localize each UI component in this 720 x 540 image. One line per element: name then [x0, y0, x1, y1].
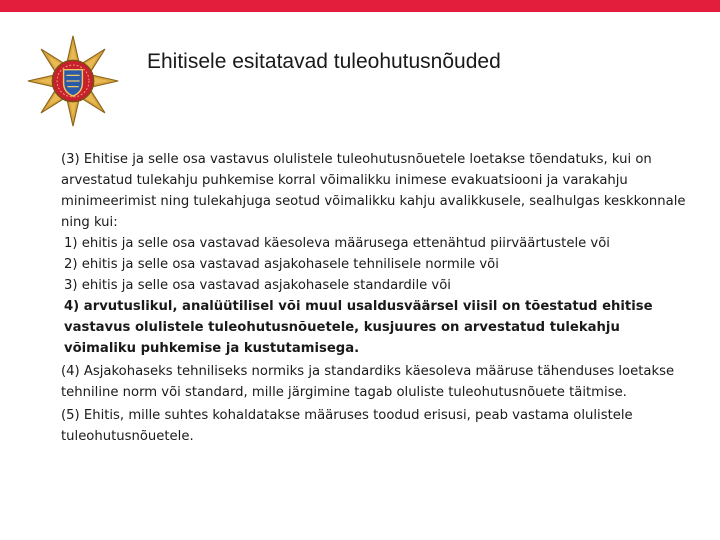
list-item: 2) ehitis ja selle osa vastavad asjakohasele tehnilisele normile või	[64, 257, 499, 272]
list-item-4-bold-text: 4) arvutuslikul, analüütilisel või muul usaldusväärsel viisil on tõestatud ehitise vastavus olulistele tuleohutusnõuetele, kusjuures on arvestatud tulekahju võimaliku puhkemise ja kustutamisega.	[64, 299, 653, 356]
list-item: 3) ehitis ja selle osa vastavad asjakohasele standardile või	[64, 278, 451, 293]
list-item-bold	[61, 296, 696, 359]
top-accent-stripe	[0, 0, 720, 12]
list-item: 1) ehitis ja selle osa vastavad käesoleva määrusega ettenähtud piirväärtustele või	[64, 236, 610, 251]
slide-title: Ehitisele esitatavad tuleohutusnõuded	[147, 50, 501, 73]
paragraph-3: (3) Ehitise ja selle osa vastavus olulistele tuleohutusnõuetele loetakse tõendatuks, kui on arvestatud tulekahju puhkemise korral võimalikku inimese evakuatsiooni ja varakahju minimeerimist ning tulekahjuga seotud võimalikku kahju avalikkusele, sealhulgas keskkonnale ning kui:	[61, 152, 686, 230]
paragraph-5: (5) Ehitis, mille suhtes kohaldatakse määruses toodud erisusi, peab vastama olulistele tuleohutusnõuetele.	[61, 408, 633, 444]
rescue-service-star-emblem-icon	[26, 34, 120, 128]
paragraph-4: (4) Asjakohaseks tehniliseks normiks ja standardiks käesoleva määruse tähenduses loetakse tehniline norm või standard, mille järgimine tagab oluliste tuleohutusnõuete täitmise.	[61, 364, 675, 400]
body-text	[61, 149, 696, 447]
